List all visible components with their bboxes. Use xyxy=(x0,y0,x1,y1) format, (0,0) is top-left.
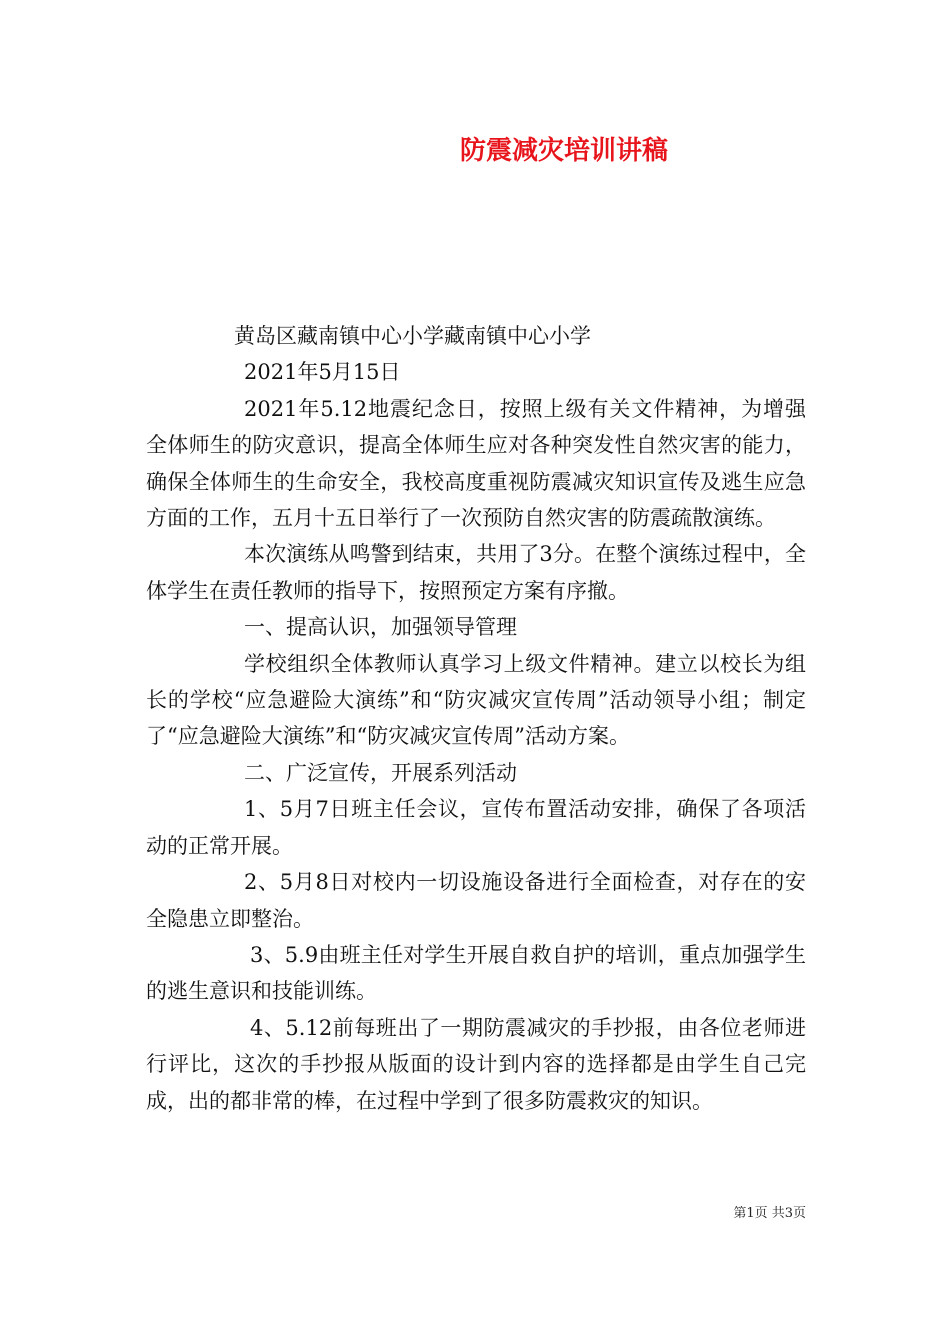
paragraph: 2021年5.12地震纪念日，按照上级有关文件精神，为增强全体师生的防灾意识，提高全体师生应对各种突发性自然灾害的能力，确保全体师生的生命安全，我校高度重视防震减灾知识宣传及逃生应急方面的工作，五月十五日举行了一次预防自然灾害的防震疏散演练。 xyxy=(146,396,806,531)
document-title: 防震减灾培训讲稿 xyxy=(459,136,668,166)
document-body xyxy=(146,318,806,1119)
paragraph: 学校组织全体教师认真学习上级文件精神。建立以校长为组长的学校“应急避险大演练”和“防灾减灾宣传周”活动领导小组；制定了“应急避险大演练”和“防灾减灾宣传周”活动方案。 xyxy=(146,651,806,749)
page-number: 第1页 共3页 xyxy=(733,1206,806,1221)
date-line: 2021年5月15日 xyxy=(244,360,401,385)
list-item: 4、5.12前每班出了一期防震减灾的手抄报，由各位老师进行评比，这次的手抄报从版面的设计到内容的选择都是由学生自己完成，出的都非常的棒，在过程中学到了很多防震救灾的知识。 xyxy=(146,1015,806,1113)
list-item: 2、5月8日对校内一切设施设备进行全面检查，对存在的安全隐患立即整治。 xyxy=(146,870,806,931)
paragraph: 本次演练从鸣警到结束，共用了3分。在整个演练过程中，全体学生在责任教师的指导下，按照预定方案有序撤。 xyxy=(146,542,806,603)
list-item: 1、5月7日班主任会议，宣传布置活动安排，确保了各项活动的正常开展。 xyxy=(146,797,806,858)
section-heading: 一、提高认识，加强领导管理 xyxy=(244,615,517,640)
author-line: 黄岛区藏南镇中心小学藏南镇中心小学 xyxy=(234,324,591,348)
section-heading: 二、广泛宣传，开展系列活动 xyxy=(244,760,517,785)
list-item: 3、5.9由班主任对学生开展自救自护的培训，重点加强学生的逃生意识和技能训练。 xyxy=(146,942,806,1004)
